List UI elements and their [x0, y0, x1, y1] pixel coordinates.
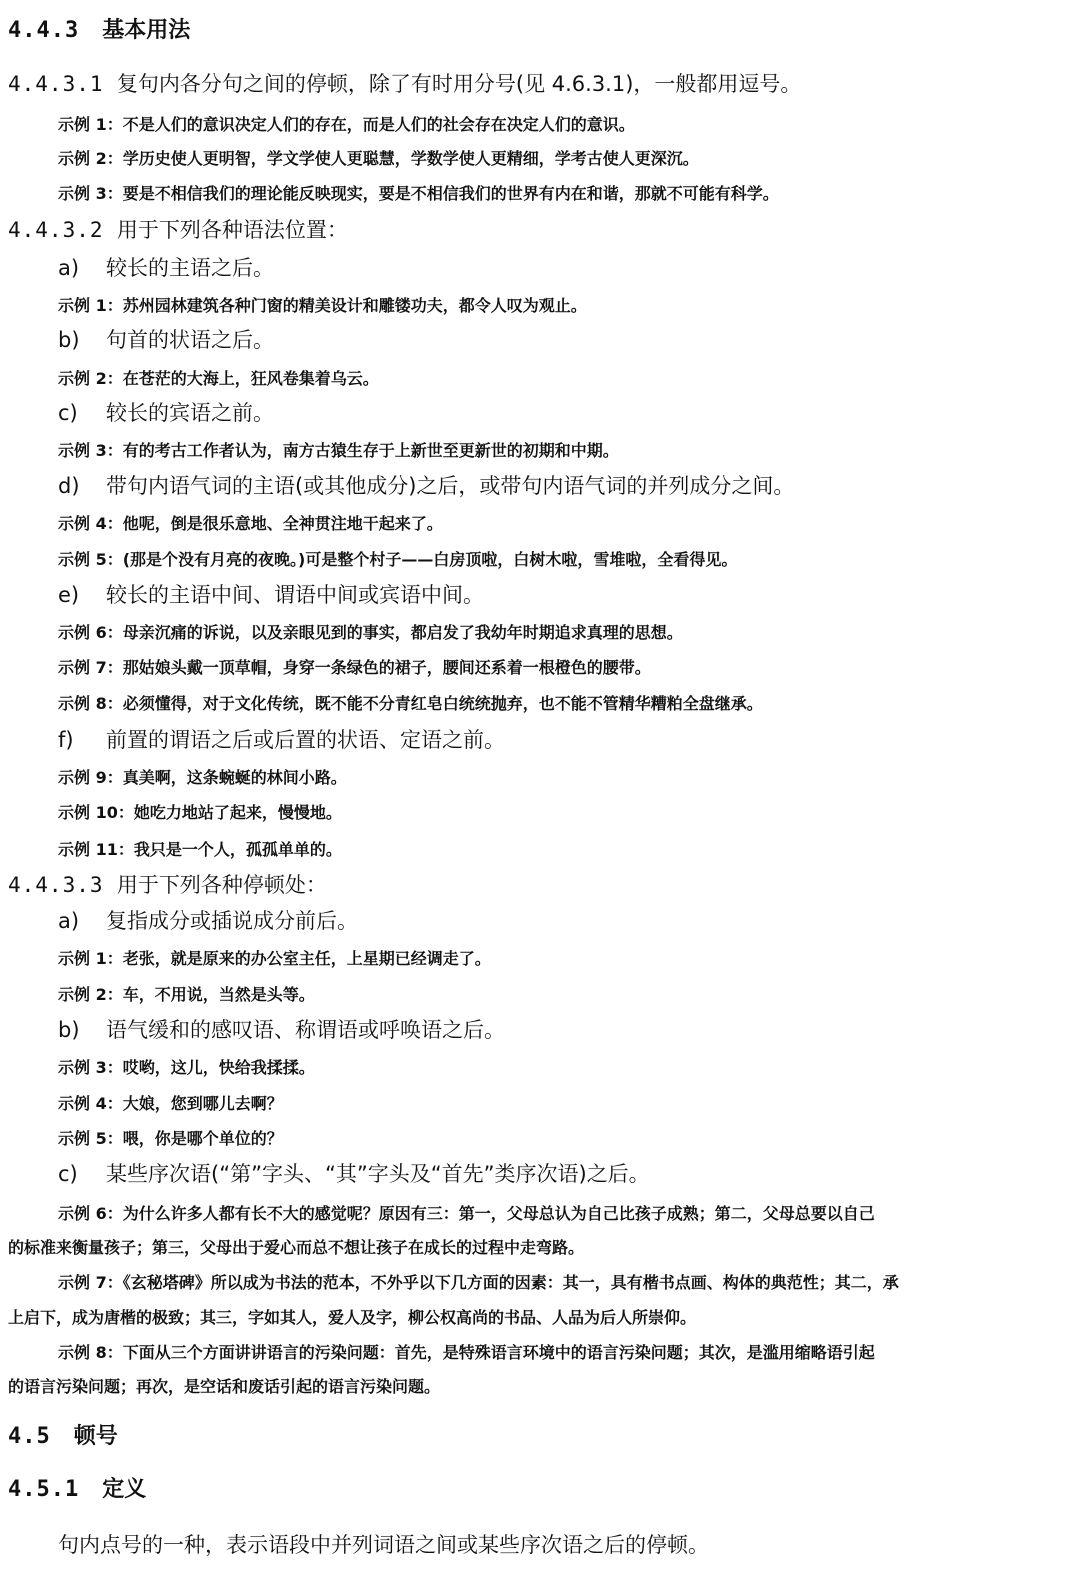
- list-marker: a): [58, 909, 80, 933]
- example-line: 示例 2：学历史使人更明智，学文学使人更聪慧，学数学使人更精细，学考古使人更深沉。: [58, 149, 699, 168]
- clause-number: 4.4.3.2: [8, 218, 104, 242]
- example-line: 示例 10：她吃力地站了起来，慢慢地。: [58, 803, 342, 822]
- example-line-continued: 的语言污染问题；再次，是空话和废话引起的语言污染问题。: [8, 1377, 441, 1396]
- example-line-continued: 的标准来衡量孩子；第三，父母出于爱心而总不想让孩子在成长的过程中走弯路。: [8, 1238, 585, 1257]
- list-item-text: 带句内语气词的主语(或其他成分)之后，或带句内语气词的并列成分之间。: [106, 474, 795, 498]
- list-item-text: 复指成分或插说成分前后。: [106, 909, 358, 933]
- section-title: 顿号: [73, 1424, 118, 1449]
- list-marker: e): [58, 583, 80, 607]
- list-item-text: 较长的主语之后。: [106, 256, 274, 280]
- list-item-c: [58, 403, 274, 424]
- example-line: 示例 3：有的考古工作者认为，南方古猿生存于上新世至更新世的初期和中期。: [58, 441, 619, 460]
- example-line: 示例 5：喂，你是哪个单位的？: [58, 1129, 283, 1148]
- list-item-a: [58, 258, 274, 279]
- list-marker: b): [58, 1018, 80, 1042]
- list-item-text: 前置的谓语之后或后置的状语、定语之前。: [106, 728, 505, 752]
- example-line: 示例 8：下面从三个方面讲讲语言的污染问题：首先，是特殊语言环境中的语言污染问题；其次，是滥用缩略语引起: [58, 1343, 875, 1362]
- example-line: 示例 5：(那是个没有月亮的夜晚。)可是整个村子——白房顶啦，白树木啦，雪堆啦，全看得见。: [58, 550, 738, 569]
- list-item-text: 句首的状语之后。: [106, 328, 274, 352]
- list-marker: f): [58, 728, 74, 752]
- example-line: 示例 2：在苍茫的大海上，狂风卷集着乌云。: [58, 369, 379, 388]
- section-number: 4.5: [8, 1424, 51, 1449]
- section-number: 4.5.1: [8, 1477, 80, 1502]
- list-item-f: [58, 730, 505, 751]
- section-heading-4-5-1: [8, 1479, 146, 1501]
- list-marker: c): [58, 401, 78, 425]
- clause-4-4-3-1: [8, 74, 801, 95]
- clause-4-4-3-3: [8, 875, 327, 896]
- section-title: 定义: [102, 1477, 147, 1502]
- example-line-continued: 上启下，成为唐楷的极致；其三，字如其人，爱人及字，柳公权高尚的书品、人品为后人所崇仰。: [8, 1308, 697, 1327]
- list-item-text: 语气缓和的感叹语、称谓语或呼唤语之后。: [106, 1018, 505, 1042]
- example-line: 示例 6：为什么许多人都有长不大的感觉呢？原因有三：第一，父母总认为自己比孩子成熟；第二，父母总要以自己: [58, 1204, 875, 1223]
- list-item-d: [58, 476, 794, 497]
- list-marker: c): [58, 1162, 78, 1186]
- example-line: 示例 8：必须懂得，对于文化传统，既不能不分青红皂白统统抛弃，也不能不管精华糟粕全盘继承。: [58, 694, 763, 713]
- list-item-text: 较长的宾语之前。: [106, 401, 274, 425]
- example-line: 示例 1：不是人们的意识决定人们的存在，而是人们的社会存在决定人们的意识。: [58, 115, 635, 134]
- clause-text: 复句内各分句之间的停顿，除了有时用分号(见 4.6.3.1)，一般都用逗号。: [116, 72, 802, 96]
- example-line: 示例 4：他呢，倒是很乐意地、全神贯注地干起来了。: [58, 514, 443, 533]
- list-item-text: 较长的主语中间、谓语中间或宾语中间。: [106, 583, 484, 607]
- example-line: 示例 6：母亲沉痛的诉说，以及亲眼见到的事实，都启发了我幼年时期追求真理的思想。: [58, 623, 683, 642]
- section-number: 4.4.3: [8, 18, 80, 43]
- clause-number: 4.4.3.1: [8, 72, 104, 96]
- example-line: 示例 3：要是不相信我们的理论能反映现实，要是不相信我们的世界有内在和谐，那就不可能有科学。: [58, 184, 779, 203]
- example-line: 示例 1：老张，就是原来的办公室主任，上星期已经调走了。: [58, 949, 491, 968]
- clause-text: 用于下列各种语法位置：: [116, 218, 348, 242]
- example-line: 示例 7：《玄秘塔碑》所以成为书法的范本，不外乎以下几方面的因素：其一，具有楷书点画、构体的典范性；其二，承: [58, 1273, 899, 1292]
- example-line: 示例 1：苏州园林建筑各种门窗的精美设计和雕镂功夫，都令人叹为观止。: [58, 296, 587, 315]
- list-item-c: [58, 1164, 650, 1185]
- example-line: 示例 9：真美啊，这条蜿蜒的林间小路。: [58, 768, 347, 787]
- list-marker: a): [58, 256, 80, 280]
- example-line: 示例 3：哎哟，这儿，快给我揉揉。: [58, 1058, 315, 1077]
- clause-4-4-3-2: [8, 220, 348, 241]
- section-title: 基本用法: [102, 18, 191, 43]
- example-line: 示例 4：大娘，您到哪儿去啊？: [58, 1094, 283, 1113]
- list-item-b: [58, 330, 274, 351]
- list-item-b: [58, 1020, 505, 1041]
- list-item-a: [58, 911, 358, 932]
- list-item-text: 某些序次语(“第”字头、“其”字头及“首先”类序次语)之后。: [106, 1162, 650, 1186]
- clause-number: 4.4.3.3: [8, 873, 104, 897]
- example-line: 示例 7：那姑娘头戴一顶草帽，身穿一条绿色的裙子，腰间还系着一根橙色的腰带。: [58, 658, 651, 677]
- section-heading-4-4-3: [8, 20, 190, 42]
- clause-text: 用于下列各种停顿处：: [116, 873, 327, 897]
- list-marker: d): [58, 474, 80, 498]
- section-heading-4-5: [8, 1426, 118, 1448]
- example-line: 示例 11：我只是一个人，孤孤单单的。: [58, 840, 342, 859]
- list-marker: b): [58, 328, 80, 352]
- list-item-e: [58, 585, 484, 606]
- example-line: 示例 2：车，不用说，当然是头等。: [58, 985, 315, 1004]
- definition-paragraph: 句内点号的一种，表示语段中并列词语之间或某些序次语之后的停顿。: [58, 1533, 709, 1557]
